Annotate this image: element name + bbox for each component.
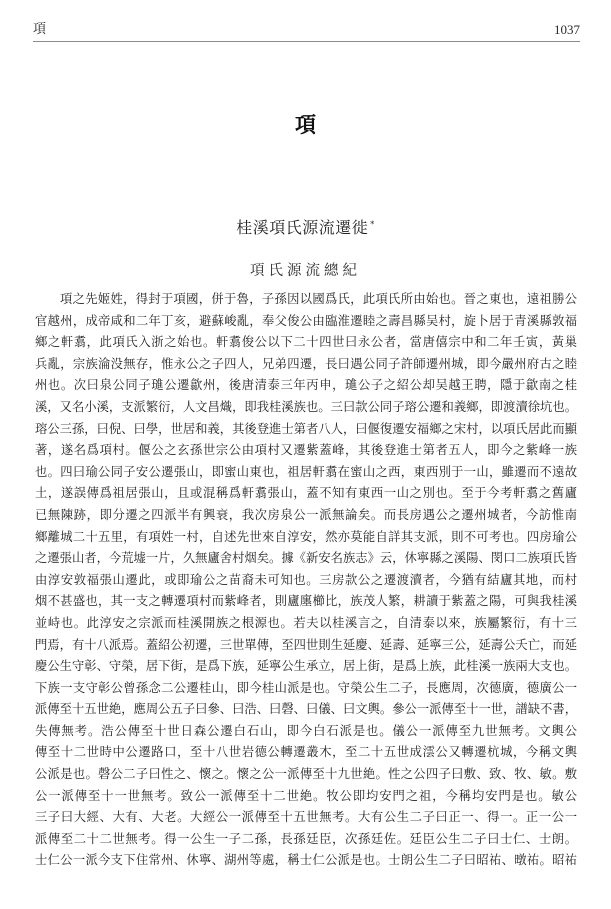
body-line: 鄉之軒翥，此項氏入浙之始也。軒翥俊公以下二十四世曰永公者，當唐僖宗中和二年壬寅，黃巢 — [35, 335, 577, 350]
header-rule — [33, 41, 580, 42]
body-line: 烟不甚盛也，其一支之轉遷項村而紫峰者，則廬廛櫛比，族茂人繁，耕讀于紫蓋之陽，可與我桂溪 — [35, 594, 577, 609]
section-heading: 項氏源流總紀 — [250, 263, 361, 279]
body-line: 士仁公一派今支下住常州、休寧、湖州等處，稱士仁公派是也。士朗公生二子曰昭祐、暾祐。昭祐 — [35, 853, 577, 868]
body-line: 派傳至十五世絶，應周公五子曰參、曰浩、曰磬、曰儀、曰文輿。參公一派傳至十一世，譜缺不書， — [35, 702, 577, 717]
body-line: 溪，又名小溪，支派繁衍，人文昌熾，即我桂溪族也。三曰款公同子瑢公遷和義鄉，即渡瀆徐坑也。 — [35, 399, 577, 414]
body-line: 下族一支守彰公曾孫念二公遷桂山，即今桂山派是也。守榮公生二子，長應周，次德廣，德廣公一 — [35, 680, 577, 695]
body-line: 並峙也。此淳安之宗派而桂溪開族之根源也。若夫以桂溪言之，自清泰以來，族屬繁衍，有十三 — [35, 615, 577, 630]
body-line: 也。四曰瑜公同子安公遷張山，即蜜山東也，祖居軒翥在蜜山之西，東西別于一山，雖遷而不遠故 — [35, 464, 577, 479]
body-line: 瑢公三孫，曰倪、曰學，世居和義，其後登進士第者八人，曰偃復遷安福鄉之宋村，以項氏居此而顯 — [35, 421, 577, 436]
body-line: 公一派傳至十一世無考。致公一派傳至十二世絶。牧公即均安門之祖，今稱均安門是也。敏公 — [35, 788, 577, 803]
body-line: 已無陳跡，即分遷之四派半有興衰，我次房泉公一派無論矣。而長房遇公之遷州城者，今訪惟南 — [35, 507, 577, 522]
body-line: 官越州，成帝咸和二年丁亥，避蘇峻亂，奉父俊公由臨淮遷睦之壽昌縣吴村，旋卜居于青溪縣敦福 — [35, 313, 577, 328]
body-line: 公派是也。磬公二子曰性之、懷之。懷之公一派傳至十九世絶。性之公四子曰敷、致、牧、敏。敷 — [35, 767, 577, 782]
running-head: 項 — [33, 22, 47, 37]
body-line: 項之先姬姓，得封于項國，併于魯，子孫因以國爲氏，此項氏所由始也。晉之東也，遠祖勝公 — [60, 292, 577, 306]
body-line: 三子曰大經、大有、大老。大經公一派傳至十五世無考。大有公生二子曰正一、得一。正一公一 — [35, 810, 577, 825]
body-line: 兵亂，宗族淪没無存，惟永公之子四人，兄弟四遷，長曰遇公同子許師遷州城，即今嚴州府古之睦 — [35, 356, 577, 371]
body-line: 慶公生守彰、守榮，居下街，是爲下族，延寧公生承立，居上街，是爲上族，此桂溪一族兩大支也。 — [35, 659, 577, 674]
body-text — [35, 289, 577, 872]
footnote-mark: * — [370, 219, 375, 229]
body-line: 土，遂誤傳爲祖居張山，且或混稱爲軒翥張山，蓋不知有東西一山之別也。至于今考軒翥之舊廬 — [35, 486, 577, 501]
body-line: 由淳安敦福張山遷此，或即瑜公之苗裔未可知也。三房款公之遷渡瀆者，今猶有結廬其地，而村 — [35, 572, 577, 587]
article-title-text: 桂溪項氏源流遷徙 — [236, 218, 369, 237]
body-line: 著，遂名爲項村。偃公之玄孫世宗公由項村又遷紫蓋峰，其後登進士第者五人，即今之紫峰一族 — [35, 443, 577, 458]
body-line: 州也。次曰泉公同子璡公遷歙州，後唐清泰三年丙申，璡公子之紹公却吴越王聘，隱于歙南之桂 — [35, 378, 577, 393]
page-number: 1037 — [554, 22, 580, 37]
article-title — [0, 218, 611, 238]
chapter-title: 項 — [295, 112, 316, 137]
body-line: 傳至十二世時中公遷路口，至十八世岩德公轉遷叢木，至二十五世成澐公又轉遷杭城，今稱文輿 — [35, 745, 577, 760]
body-line: 失傳無考。浩公傳至十世日森公遷白石山，即今白石派是也。儀公一派傳至九世無考。文輿公 — [35, 723, 577, 738]
body-line: 鄉離城二十五里，有項姓一村，自述先世來自淳安，然亦莫能自詳其支派，則不可考也。四房瑜公 — [35, 529, 577, 544]
body-line: 門焉，有十八派焉。蓋紹公初遷，三世單傳，至四世則生延慶、延壽、延寧三公，延壽公夭亡，而延 — [35, 637, 577, 652]
body-line: 之遷張山者，今荒墟一片，久無廬舍村烟矣。據《新安名族志》云，休寧縣之溪陽、閔口二族項氏皆 — [35, 551, 577, 566]
body-line: 派傳至二十二世無考。得一公生一子二孫，長孫廷臣，次孫廷佐。廷臣公生二子曰士仁、士朗。 — [35, 831, 577, 846]
